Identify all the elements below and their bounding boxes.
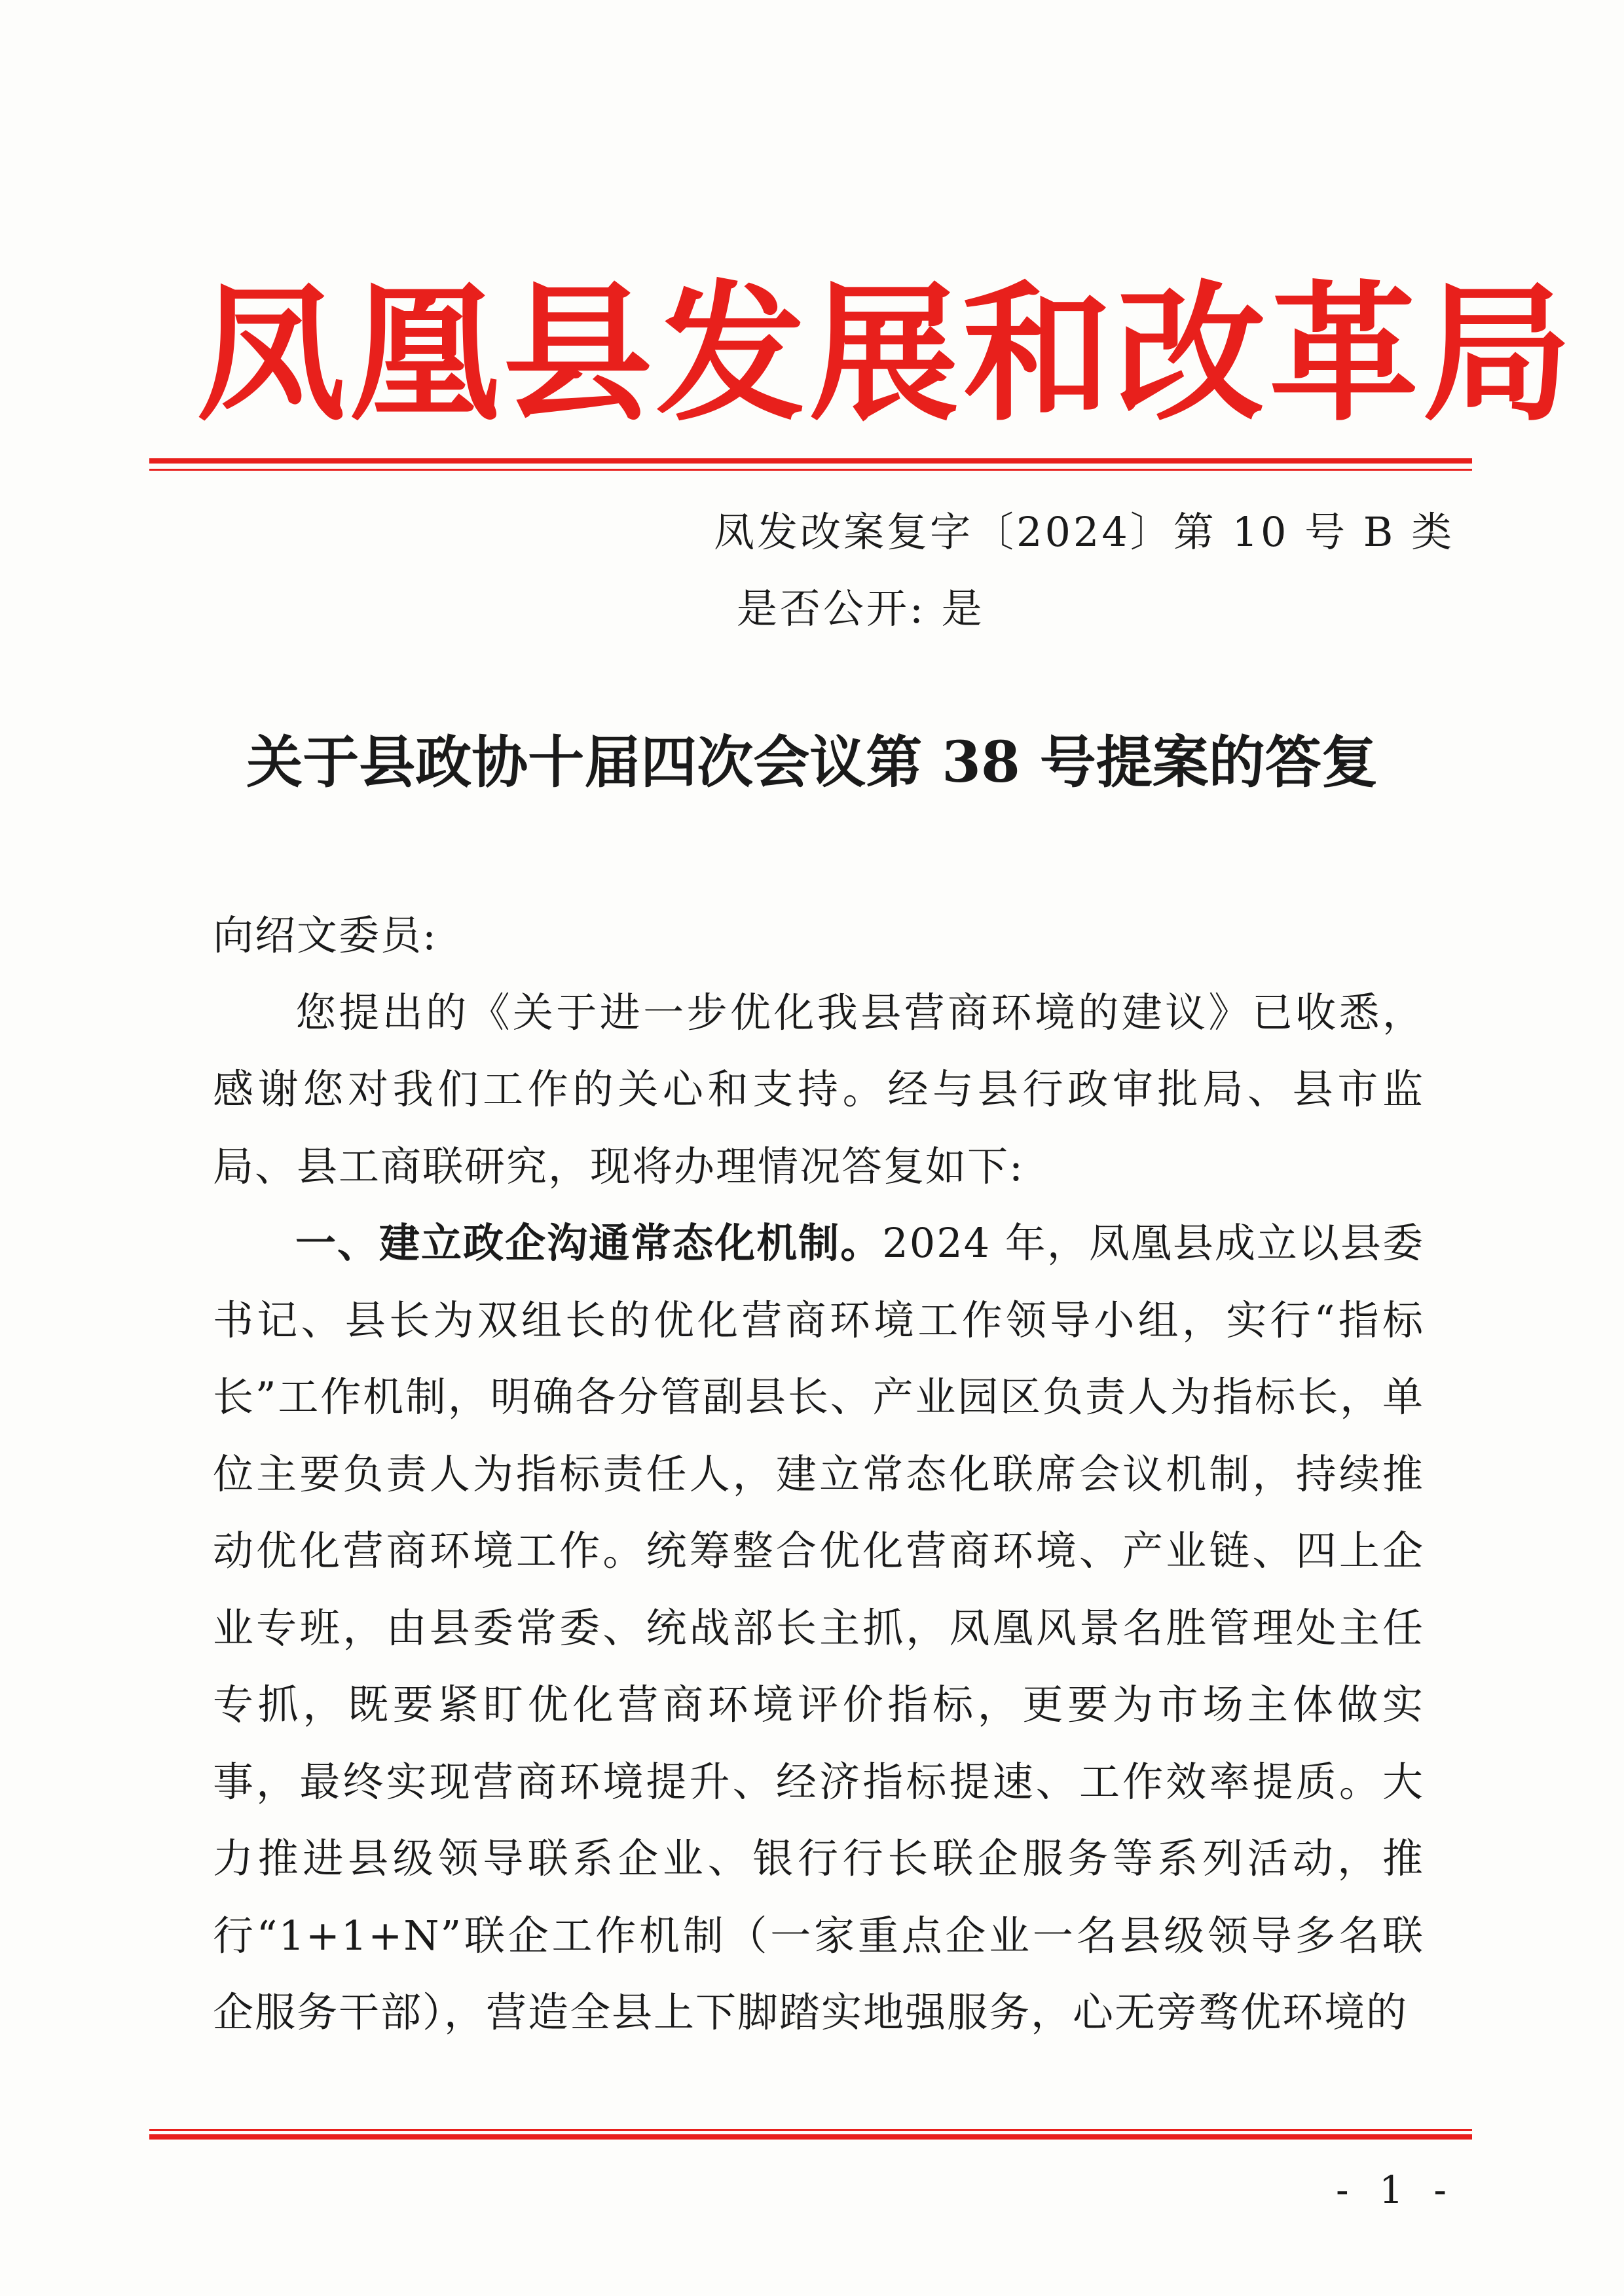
header-rule-thick <box>149 458 1472 464</box>
page-number: - 1 - <box>1336 2168 1456 2212</box>
salutation: 向绍文委员: <box>213 911 437 959</box>
document-title: 关于县政协十届四次会议第 38 号提案的答复 <box>246 729 1378 795</box>
section-1-paragraph <box>213 1205 1424 2051</box>
footer-rule-thick <box>149 2134 1472 2140</box>
section-1-heading: 一、建立政企沟通常态化机制。 <box>295 1219 883 1267</box>
section-1-body: 2024 年，凤凰县成立以县委书记、县长为双组长的优化营商环境工作领导小组，实行“指标长”工作机制，明确各分管副县长、产业园区负责人为指标长，单位主要负责人为指标责任人，建立常态化联席会议机制，持续推动优化营商环境工作。统筹整合优化营商环境、产业链、四上企业专班，由县委常委、统战部长主抓，凤凰风景名胜管理处主任专抓，既要紧盯优化营商环境评价指标，更要为市场主体做实事，最终实现营商环境提升、经济指标提速、工作效率提质。大力推进县级领导联系企业、银行行长联企服务等系列活动，推行“1+1+N”联企工作机制（一家重点企业一名县级领导多名联企服务干部），营造全县上下脚踏实地强服务，心无旁骛优环境的 <box>213 1219 1424 2036</box>
footer-rule-thin <box>149 2129 1472 2131</box>
document-body <box>213 897 1424 2051</box>
public-disclosure-flag: 是否公开: 是 <box>737 585 985 632</box>
header-rule-thin <box>149 469 1472 471</box>
document-number: 凤发改案复字〔2024〕第 10 号 B 类 <box>714 508 1455 556</box>
agency-header-title: 凤凰县发展和改革局 <box>196 266 1576 441</box>
intro-paragraph: 您提出的《关于进一步优化我县营商环境的建议》已收悉，感谢您对我们工作的关心和支持。经与县行政审批局、县市监局、县工商联研究，现将办理情况答复如下: <box>213 988 1424 1190</box>
